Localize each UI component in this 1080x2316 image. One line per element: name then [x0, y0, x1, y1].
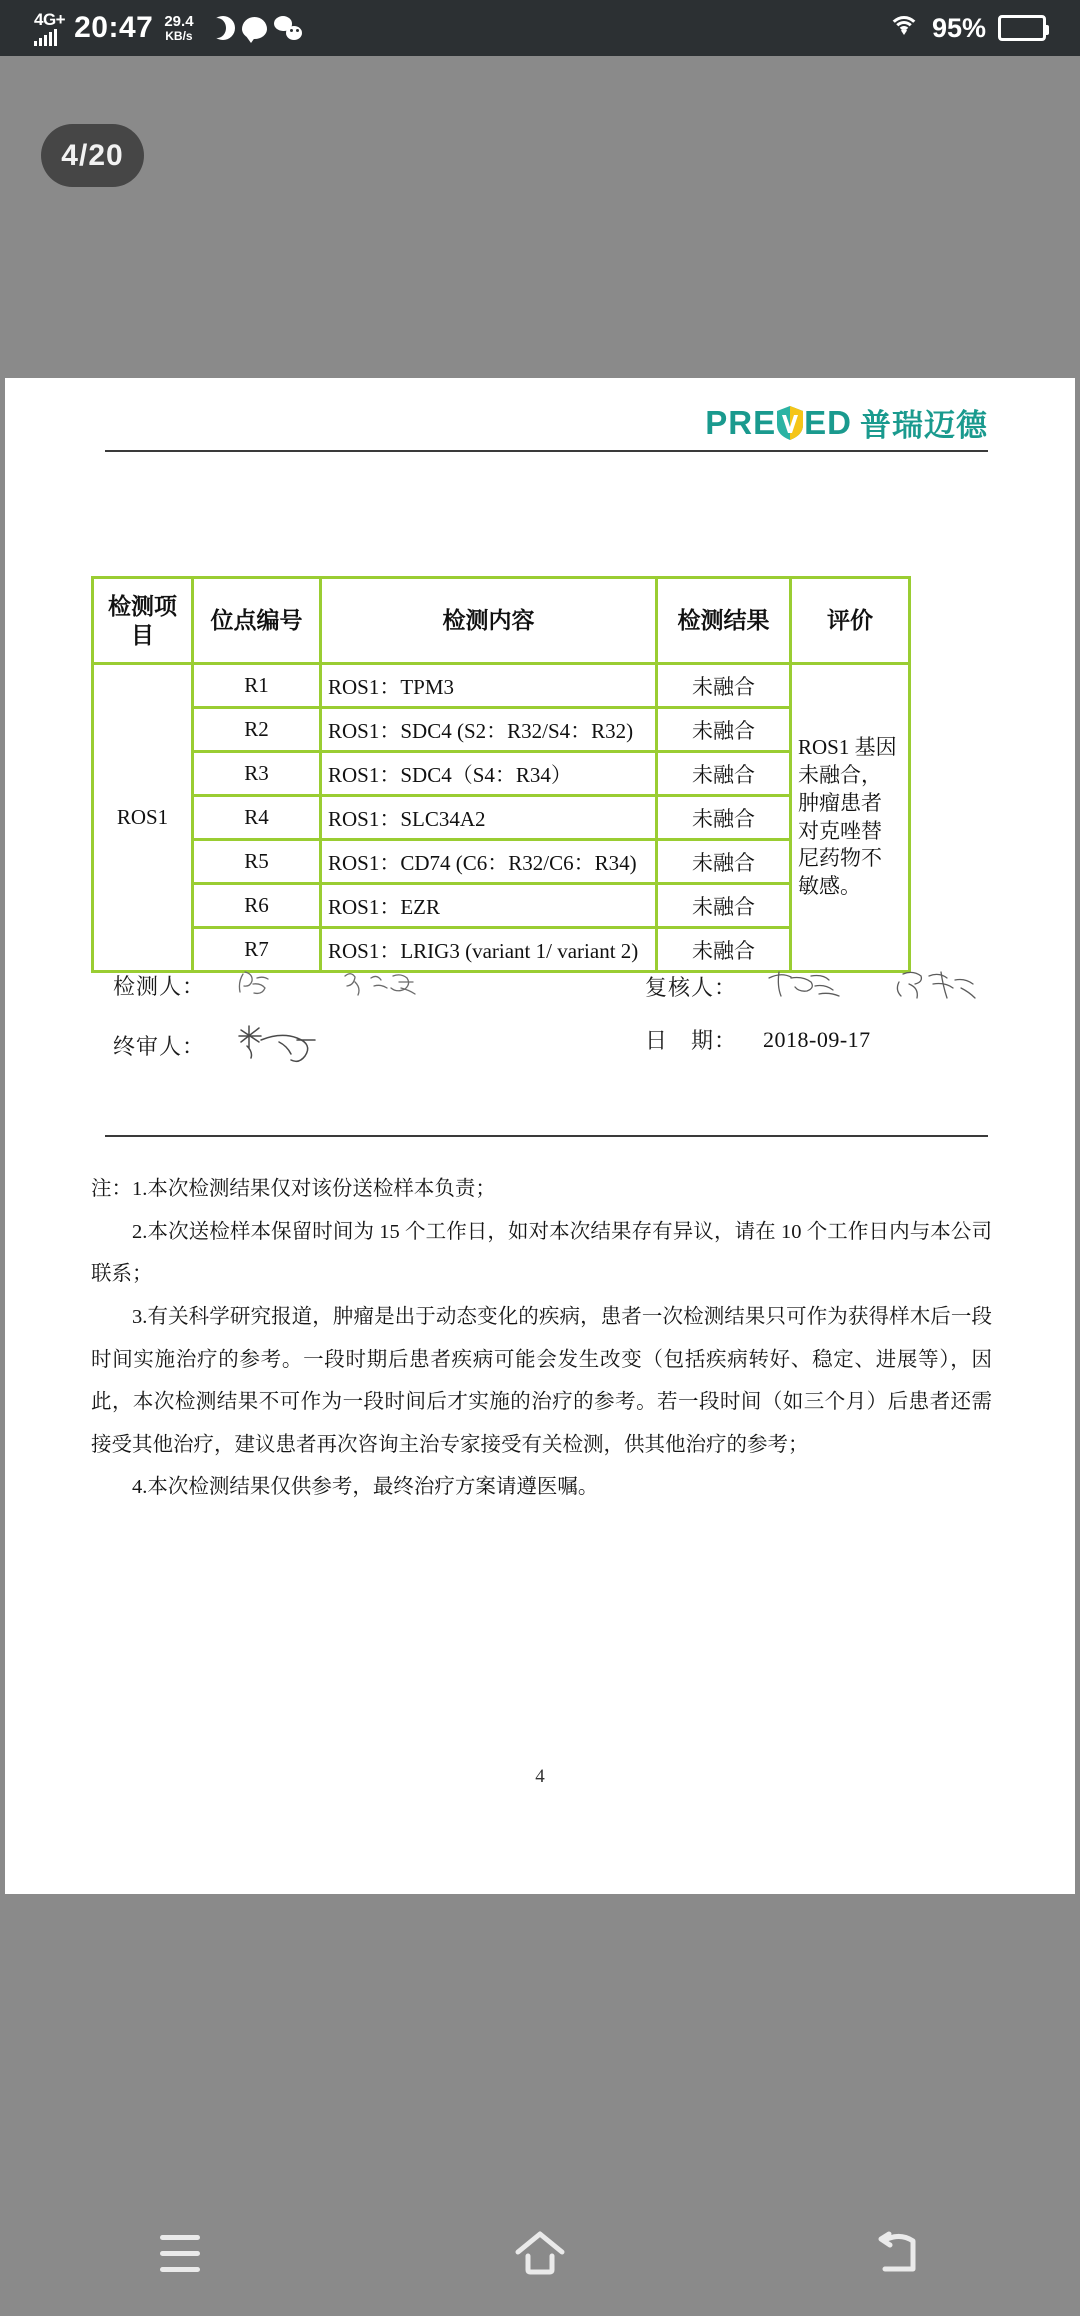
table-header-item: 检测项目	[93, 578, 193, 664]
message-bubble-icon	[242, 17, 267, 39]
cell-evaluation: ROS1 基因未融合，肿瘤患者对克唑替尼药物不敏感。	[791, 664, 910, 972]
brand-logo	[5, 400, 1075, 445]
handwritten-signature-icon	[235, 968, 305, 1002]
note-item-4: 4.本次检测结果仅供参考，最终治疗方案请遵医嘱。	[132, 1476, 599, 1499]
header-divider	[105, 450, 988, 452]
tester-row	[113, 968, 429, 1002]
notes-section	[91, 1168, 992, 1509]
wechat-icon	[274, 16, 302, 40]
network-speed-value: 29.4	[164, 12, 194, 30]
table-row	[93, 884, 910, 928]
status-bar-left	[34, 11, 302, 46]
final-reviewer-label: 终审人：	[113, 1033, 206, 1059]
wifi-icon	[888, 16, 920, 40]
handwritten-signature-icon	[235, 1024, 345, 1066]
table-row	[93, 796, 910, 840]
notification-icons	[211, 16, 302, 40]
cell-result: 未融合	[657, 840, 791, 884]
table-header-row	[93, 578, 910, 664]
final-reviewer-row	[113, 1024, 345, 1066]
logo-text-pre: PRE	[705, 403, 777, 441]
tester-signature	[235, 968, 429, 1002]
signature-divider	[105, 1135, 988, 1137]
reviewer-signature	[767, 968, 985, 1004]
cell-result: 未融合	[657, 708, 791, 752]
menu-icon	[160, 2235, 200, 2272]
cell-site: R4	[193, 796, 321, 840]
reviewer-label: 复核人：	[645, 974, 738, 1000]
signal-icon	[34, 11, 65, 46]
note-item-3: 3.有关科学研究报道，肿瘤是出于动态变化的疾病，患者一次检测结果只可作为获得样木后一段时间实施治疗的参考。一段时期后患者疾病可能会发生改变（包括疾病转好、稳定、进展等），因此，本次检测结果不可作为一段时间后才实施的治疗的参考。若一段时间（如三个月）后患者还需接受其他治疗，建议患者再次咨询主治专家接受有关检测，供其他治疗的参考；	[91, 1305, 992, 1456]
handwritten-signature-icon	[767, 968, 857, 1004]
table-header-result: 检测结果	[657, 578, 791, 664]
logo-text-chinese: 普瑞迈德	[860, 408, 988, 443]
table-row	[93, 840, 910, 884]
shield-icon	[777, 406, 803, 440]
network-speed-unit: KB/s	[165, 28, 193, 43]
cell-result: 未融合	[657, 928, 791, 972]
status-bar	[0, 0, 1080, 56]
table-row	[93, 708, 910, 752]
note-1-text: 1.本次检测结果仅对该份送检样本负责；	[132, 1178, 496, 1200]
table-header-content: 检测内容	[321, 578, 657, 664]
date-label: 日 期：	[645, 1028, 738, 1053]
home-icon	[514, 2230, 566, 2276]
menu-button[interactable]	[125, 2208, 235, 2298]
final-reviewer-signature	[235, 1024, 345, 1066]
tester-label: 检测人：	[113, 973, 206, 999]
battery-icon	[998, 15, 1046, 41]
document-page-number: 4	[535, 1766, 545, 1787]
status-bar-right	[888, 13, 1046, 44]
cell-result: 未融合	[657, 884, 791, 928]
date-row	[645, 1024, 871, 1055]
reviewer-row	[645, 968, 985, 1004]
detection-result-table	[91, 576, 911, 973]
moon-icon	[211, 16, 235, 40]
cell-item-group: ROS1	[93, 664, 193, 972]
signal-bars-icon	[34, 29, 57, 46]
cell-content: ROS1：SLC34A2	[321, 796, 657, 840]
cell-site: R3	[193, 752, 321, 796]
page-indicator: 4/20	[41, 124, 144, 187]
table-row	[93, 928, 910, 972]
logo-text-ed: ED	[804, 403, 852, 441]
handwritten-signature-icon	[893, 968, 985, 1004]
notes-prefix: 注：	[91, 1178, 132, 1200]
back-button[interactable]	[845, 2208, 955, 2298]
back-icon	[875, 2229, 925, 2277]
cell-site: R7	[193, 928, 321, 972]
cell-content: ROS1：SDC4 (S2：R32/S4：R32)	[321, 708, 657, 752]
note-item-1	[91, 1168, 992, 1211]
clock: 20:47	[74, 11, 154, 44]
cell-content: ROS1：TPM3	[321, 664, 657, 708]
table-row	[93, 664, 910, 708]
home-button[interactable]	[485, 2208, 595, 2298]
cell-site: R1	[193, 664, 321, 708]
navigation-bar	[0, 2190, 1080, 2316]
table-header-evaluation: 评价	[791, 578, 910, 664]
signature-area	[5, 968, 1075, 1088]
handwritten-signature-icon	[341, 968, 429, 1002]
cell-site: R6	[193, 884, 321, 928]
cell-site: R2	[193, 708, 321, 752]
cell-content: ROS1：EZR	[321, 884, 657, 928]
cell-site: R5	[193, 840, 321, 884]
cell-content: ROS1：LRIG3 (variant 1/ variant 2)	[321, 928, 657, 972]
cell-content: ROS1：CD74 (C6：R32/C6：R34)	[321, 840, 657, 884]
table-header-site: 位点编号	[193, 578, 321, 664]
cell-result: 未融合	[657, 664, 791, 708]
cell-content: ROS1：SDC4（S4：R34）	[321, 752, 657, 796]
cell-result: 未融合	[657, 796, 791, 840]
document-page[interactable]	[5, 378, 1075, 1894]
battery-percent-label: 95%	[931, 12, 986, 43]
date-value: 2018-09-17	[763, 1026, 871, 1052]
note-item-2: 2.本次送检样本保留时间为 15 个工作日，如对本次结果存有异议，请在 10 个工作日内与本公司联系；	[91, 1220, 992, 1286]
network-type-label: 4G+	[34, 9, 66, 29]
network-speed	[164, 14, 193, 42]
table-row	[93, 752, 910, 796]
cell-result: 未融合	[657, 752, 791, 796]
